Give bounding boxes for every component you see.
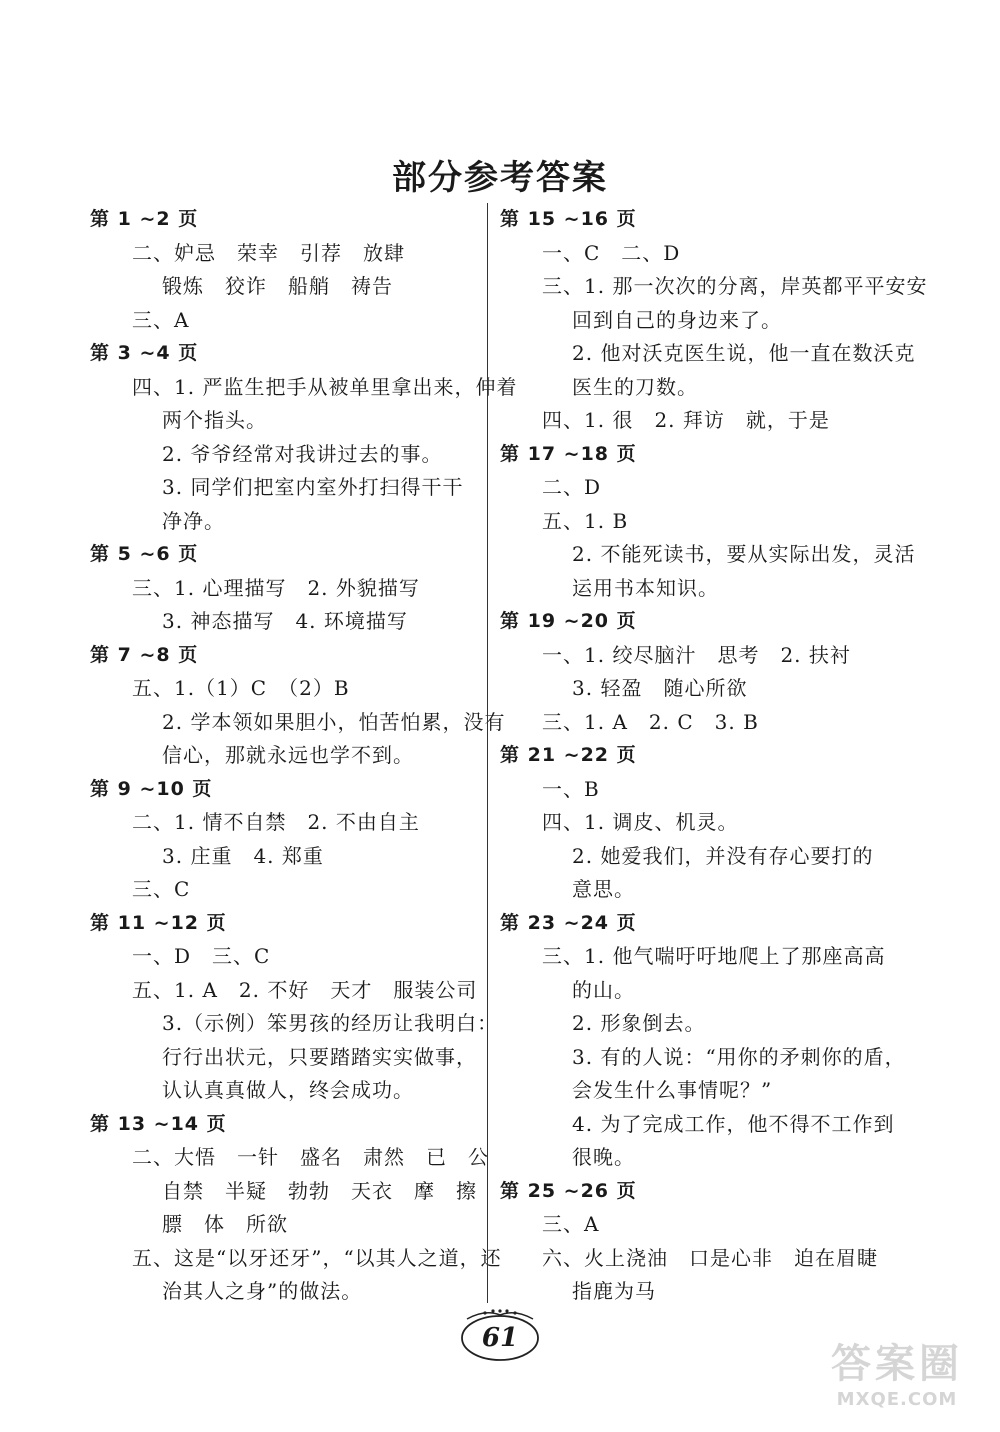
answer-line: 医生的刀数。 <box>572 374 698 399</box>
answer-line: 2. 他对沃克医生说，他一直在数沃克 <box>572 341 916 365</box>
left-column <box>90 203 518 1309</box>
column-divider <box>487 203 488 1303</box>
answer-line: 三、1. A 2. C 3. B <box>542 709 759 734</box>
page-range-heading: 第 3 ~4 页 <box>90 342 199 364</box>
page-range-heading: 第 7 ~8 页 <box>90 643 199 666</box>
answer-line: 2. 不能死读书，要从实际出发，灵活 <box>572 542 916 566</box>
answer-line: 三、1. 那一次次的分离，岸英都平平安安 <box>542 274 928 298</box>
answer-line: 二、大悟 一针 盛名 肃然 已 公 <box>132 1145 489 1169</box>
answer-line: 2. 她爱我们，并没有存心要打的 <box>572 843 874 868</box>
page-range-heading: 第 17 ~18 页 <box>500 442 637 465</box>
right-column <box>500 203 928 1309</box>
answer-line: 自禁 半疑 勃勃 天衣 摩 擦 <box>162 1178 477 1203</box>
answer-line: 3.（示例）笨男孩的经历让我明白： <box>162 1011 499 1035</box>
answer-line: 三、A <box>132 307 190 332</box>
answer-line: 回到自己的身边来了。 <box>572 307 782 332</box>
answer-line: 三、A <box>542 1212 600 1236</box>
answer-line: 四、1. 严监生把手从被单里拿出来，伸着 <box>132 374 518 399</box>
answer-line: 3. 轻盈 随心所欲 <box>572 676 748 700</box>
page-number-ornament <box>455 1305 545 1365</box>
answer-line: 四、1. 很 2. 拜访 就，于是 <box>542 408 830 432</box>
answer-line: 行行出状元，只要踏踏实实做事， <box>162 1044 477 1069</box>
answer-line: 五、1. A 2. 不好 天才 服装公司 <box>132 977 478 1002</box>
page-range-heading: 第 25 ~26 页 <box>500 1179 637 1202</box>
page-range-heading: 第 19 ~20 页 <box>500 610 637 632</box>
answer-line: 净净。 <box>162 508 225 533</box>
page-range-heading: 第 23 ~24 页 <box>500 911 637 934</box>
page-number: 61 <box>481 1323 519 1353</box>
answer-line: 3. 庄重 4. 郑重 <box>162 843 324 868</box>
answer-line: 三、1. 他气喘吁吁地爬上了那座高高 <box>542 944 886 968</box>
page-range-heading: 第 11 ~12 页 <box>90 911 227 934</box>
answer-line: 四、1. 调皮、机灵。 <box>542 810 739 834</box>
answer-line: 三、1. 心理描写 2. 外貌描写 <box>132 575 420 600</box>
answer-line: 五、这是“以牙还牙”，“以其人之道，还 <box>132 1245 502 1270</box>
page-range-heading: 第 21 ~22 页 <box>500 744 637 766</box>
answer-line: 3. 有的人说：“用你的矛刺你的盾， <box>572 1044 906 1069</box>
answer-line: 3. 同学们把室内室外打扫得干干 <box>162 475 464 499</box>
watermark-bottom: MXQE.COM <box>836 1389 958 1410</box>
answer-line: 会发生什么事情呢？” <box>572 1078 773 1102</box>
answer-line: 2. 学本领如果胆小，怕苦怕累，没有 <box>162 709 506 734</box>
page-title: 部分参考答案 <box>392 158 608 198</box>
answer-line: 意思。 <box>572 877 635 901</box>
answer-line: 治其人之身”的做法。 <box>162 1279 363 1303</box>
page-range-heading: 第 1 ~2 页 <box>90 208 199 230</box>
answer-line: 一、B <box>542 776 600 801</box>
answer-line: 2. 爷爷经常对我讲过去的事。 <box>162 441 443 466</box>
answer-line: 信心，那就永远也学不到。 <box>162 743 414 767</box>
answer-line: 一、C 二、D <box>542 240 681 265</box>
answer-line: 六、火上浇油 口是心非 迫在眉睫 <box>542 1245 878 1270</box>
answer-line: 很晚。 <box>572 1145 635 1169</box>
page-range-heading: 第 13 ~14 页 <box>90 1112 227 1135</box>
page-range-heading: 第 5 ~6 页 <box>90 543 199 565</box>
page-range-heading: 第 9 ~10 页 <box>90 777 213 800</box>
answer-line: 二、妒忌 荣幸 引荐 放肆 <box>132 240 405 265</box>
answer-line: 的山。 <box>572 977 635 1002</box>
answer-line: 指鹿为马 <box>572 1279 656 1303</box>
answer-line: 五、1.（1）C （2）B <box>132 676 350 700</box>
answer-line: 4. 为了完成工作，他不得不工作到 <box>572 1111 895 1136</box>
answer-line: 一、D 三、C <box>132 944 271 968</box>
answer-line: 3. 神态描写 4. 环境描写 <box>162 609 408 633</box>
answer-line: 锻炼 狡诈 船艄 祷告 <box>162 274 393 298</box>
answer-line: 二、D <box>542 475 602 499</box>
watermark-top: 答案圈 <box>831 1341 963 1387</box>
answer-line: 一、1. 绞尽脑汁 思考 2. 扶衬 <box>542 642 851 667</box>
watermark-logo <box>812 1332 982 1412</box>
answer-line: 五、1. B <box>542 508 629 533</box>
answer-line: 2. 形象倒去。 <box>572 1011 706 1035</box>
answer-line: 两个指头。 <box>162 408 267 432</box>
page-range-heading: 第 15 ~16 页 <box>500 208 637 230</box>
answer-line: 二、1. 情不自禁 2. 不由自主 <box>132 810 420 834</box>
answer-line: 膘 体 所欲 <box>162 1212 288 1236</box>
answer-line: 认认真真做人，终会成功。 <box>162 1078 414 1102</box>
answer-line: 三、C <box>132 877 191 901</box>
answer-line: 运用书本知识。 <box>572 575 719 600</box>
